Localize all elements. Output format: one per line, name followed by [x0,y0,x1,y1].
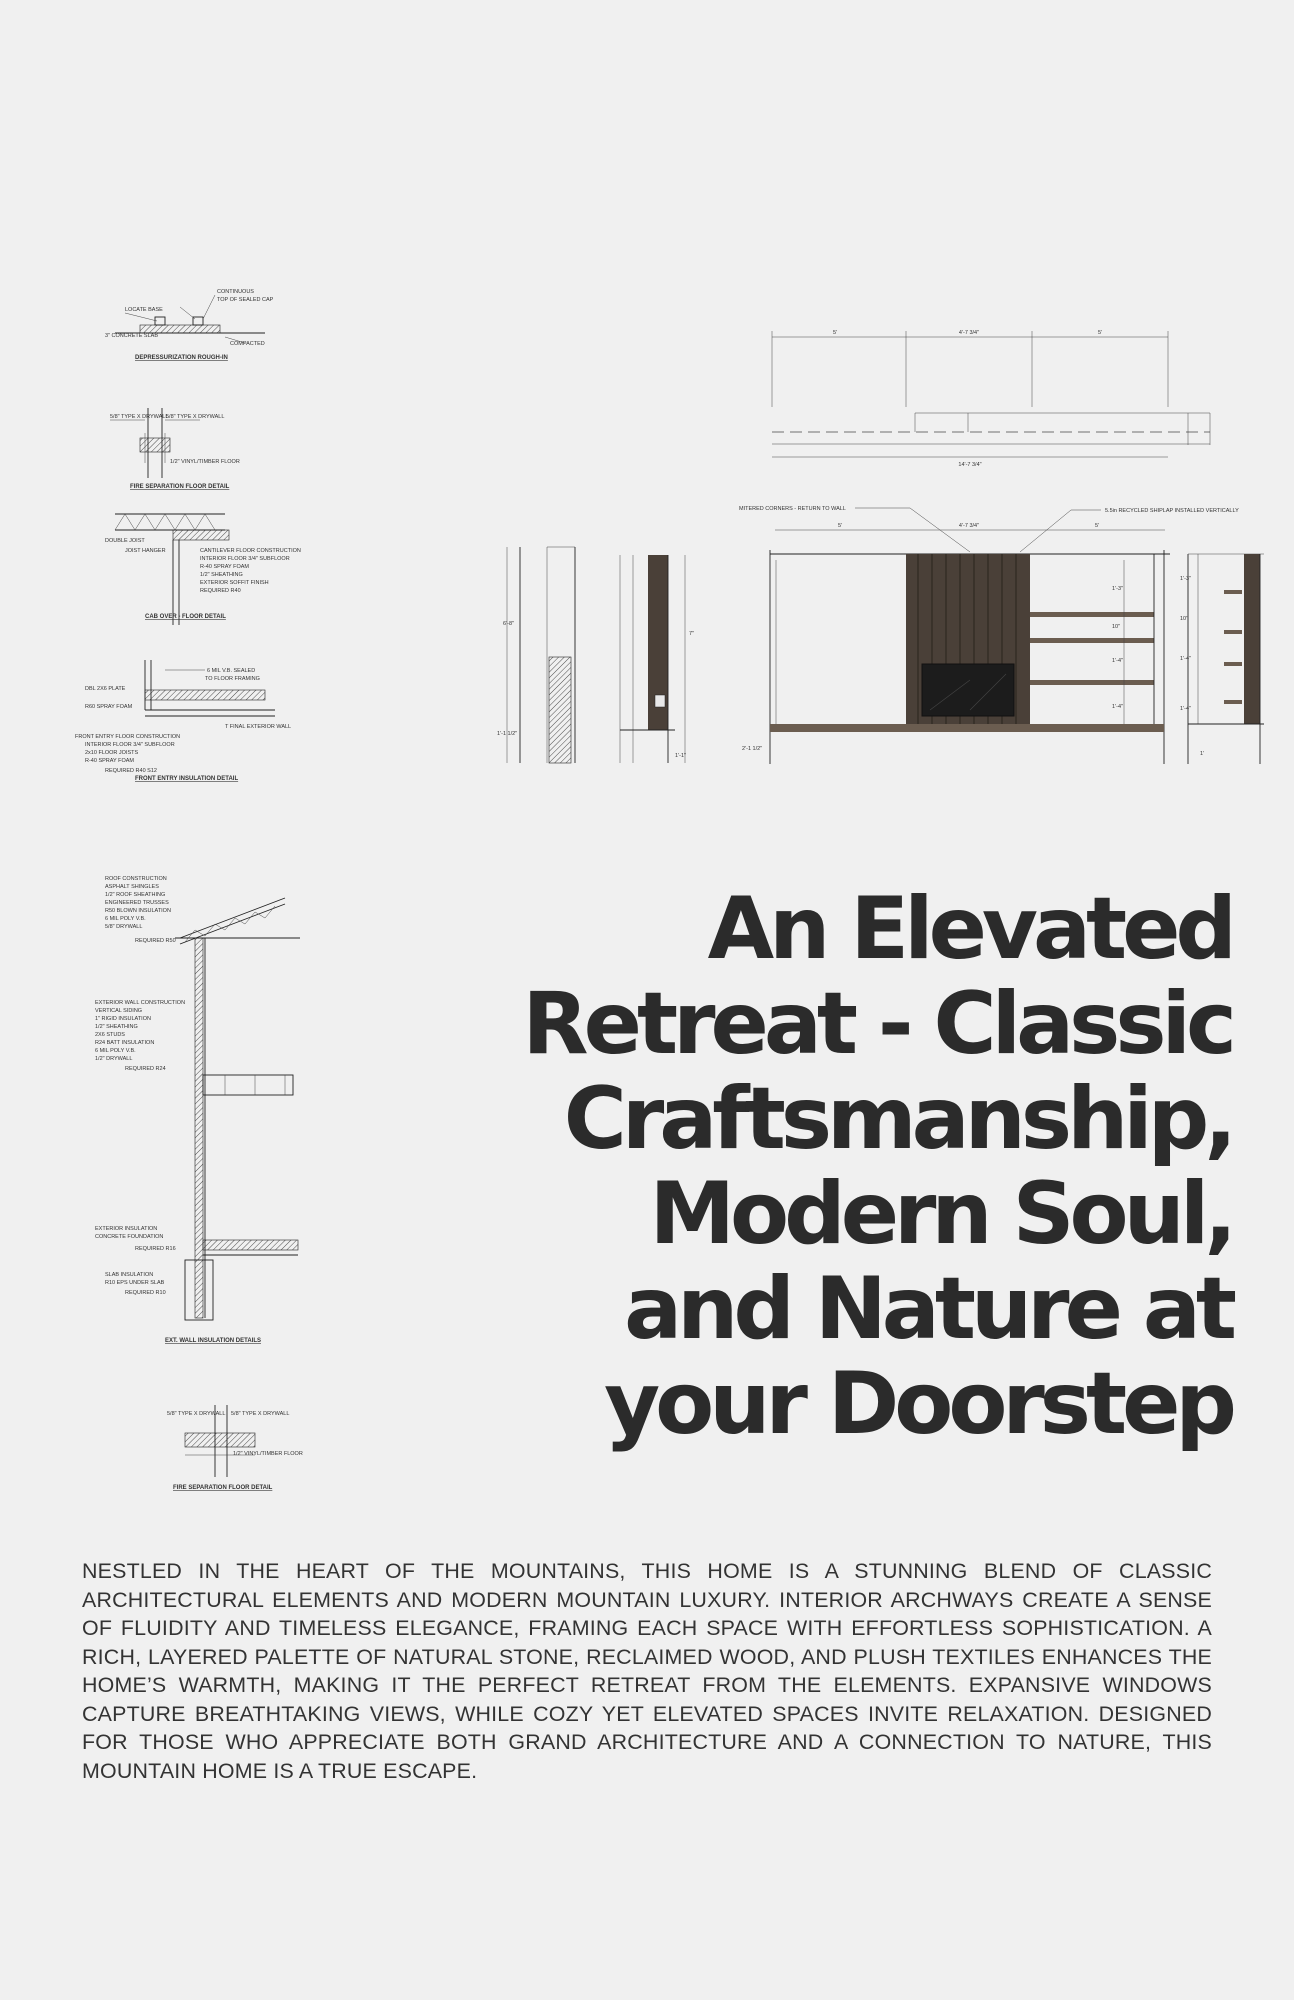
svg-text:6 MIL V.B. SEALED: 6 MIL V.B. SEALED [207,668,256,674]
fire-separation-detail-2-drawing [165,1405,310,1495]
headline-line: Craftsmanship, [563,1069,1232,1169]
svg-text:10": 10" [1112,624,1121,630]
svg-text:COMPACTED: COMPACTED [230,341,265,347]
svg-text:TOP OF SEALED CAP: TOP OF SEALED CAP [217,297,274,303]
headline-line: Retreat - Classic [522,974,1232,1074]
built-in-plan-drawing [770,325,1220,470]
detail-caption: CAB OVER - FLOOR DETAIL [145,614,226,620]
svg-text:6 MIL POLY V.B.: 6 MIL POLY V.B. [95,1048,136,1054]
built-in-front-elevation-drawing [740,550,1170,770]
fire-separation-detail-drawing [110,408,260,493]
headline-line: An Elevated [707,879,1232,979]
front-entry-insulation-detail-drawing [75,650,292,785]
detail-caption: EXT. WALL INSULATION DETAILS [165,1338,261,1344]
detail-caption: FIRE SEPARATION FLOOR DETAIL [130,484,230,490]
svg-text:FRONT ENTRY FLOOR CONSTRUCTION: FRONT ENTRY FLOOR CONSTRUCTION [75,734,181,740]
headline-line: and Nature at [624,1259,1232,1359]
svg-text:1'-3": 1'-3" [1112,586,1123,592]
svg-text:1': 1' [1200,751,1205,757]
svg-text:DBL 2X6 PLATE: DBL 2X6 PLATE [85,686,126,692]
svg-text:ENGINEERED TRUSSES: ENGINEERED TRUSSES [105,900,169,906]
headline-line: Modern Soul, [649,1164,1232,1264]
svg-text:R-40 SPRAY FOAM: R-40 SPRAY FOAM [85,758,135,764]
svg-text:1'-4": 1'-4" [1180,706,1191,712]
svg-text:R24 BATT INSULATION: R24 BATT INSULATION [95,1040,155,1046]
plan-dimension: 5' [1097,330,1103,336]
svg-text:INTERIOR FLOOR 3/4" SUBFLOOR: INTERIOR FLOOR 3/4" SUBFLOOR [200,556,290,562]
svg-text:T FINAL EXTERIOR WALL: T FINAL EXTERIOR WALL [225,724,292,730]
svg-text:1'-1": 1'-1" [675,753,686,759]
svg-text:1/2" ROOF SHEATHING: 1/2" ROOF SHEATHING [105,892,166,898]
elevation-notes [735,500,1265,555]
svg-text:2x10 FLOOR JOISTS: 2x10 FLOOR JOISTS [85,750,139,756]
svg-text:REQUIRED R24: REQUIRED R24 [125,1066,166,1072]
svg-text:1/2" SHEATHING: 1/2" SHEATHING [95,1024,138,1030]
svg-text:6 MIL POLY V.B.: 6 MIL POLY V.B. [105,916,146,922]
svg-text:CANTILEVER FLOOR CONSTRUCTION: CANTILEVER FLOOR CONSTRUCTION [200,548,301,554]
svg-text:R-40 SPRAY FOAM: R-40 SPRAY FOAM [200,564,250,570]
svg-text:ROOF CONSTRUCTION: ROOF CONSTRUCTION [105,876,167,882]
detail-caption: FRONT ENTRY INSULATION DETAIL [135,776,239,782]
detail-caption: DEPRESSURIZATION ROUGH-IN [135,355,228,361]
svg-text:1" RIGID INSULATION: 1" RIGID INSULATION [95,1016,151,1022]
left-side-elevations-drawing [495,545,720,770]
detail-caption: FIRE SEPARATION FLOOR DETAIL [173,1485,273,1491]
plan-total-dimension: 14'-7 3/4" [958,462,982,468]
ext-wall-insulation-detail-drawing [95,870,305,1350]
svg-text:TO FLOOR FRAMING: TO FLOOR FRAMING [205,676,260,682]
svg-text:1/2" VINYL/TIMBER FLOOR: 1/2" VINYL/TIMBER FLOOR [170,459,240,465]
cab-over-floor-detail-drawing [105,500,301,625]
svg-text:5/8" TYPE X DRYWALL: 5/8" TYPE X DRYWALL [166,414,225,420]
svg-text:INTERIOR FLOOR 3/4" SUBFLOOR: INTERIOR FLOOR 3/4" SUBFLOOR [85,742,175,748]
svg-text:5/8" TYPE X DRYWALL: 5/8" TYPE X DRYWALL [231,1411,290,1417]
svg-text:JOIST HANGER: JOIST HANGER [125,548,166,554]
svg-text:2'-1 1/2": 2'-1 1/2" [742,746,763,752]
svg-text:5': 5' [1094,523,1100,529]
svg-text:5/8" TYPE X DRYWALL: 5/8" TYPE X DRYWALL [110,414,169,420]
svg-text:DOUBLE JOIST: DOUBLE JOIST [105,538,145,544]
svg-text:5/8" TYPE X DRYWALL: 5/8" TYPE X DRYWALL [167,1411,226,1417]
svg-text:1'-4": 1'-4" [1180,656,1191,662]
plan-dimension: 4'-7 3/4" [958,330,980,336]
svg-text:4'-7 3/4": 4'-7 3/4" [958,523,980,529]
svg-text:5': 5' [837,523,843,529]
svg-text:1/2" VINYL/TIMBER FLOOR: 1/2" VINYL/TIMBER FLOOR [233,1451,303,1457]
depressurization-detail-drawing [95,285,285,365]
shiplap-note: 5.5in RECYCLED SHIPLAP INSTALLED VERTICALLY [1105,508,1239,514]
svg-text:R50 BLOWN INSULATION: R50 BLOWN INSULATION [105,908,171,914]
svg-text:REQUIRED R40 S12: REQUIRED R40 S12 [105,768,157,774]
description-paragraph: NESTLED IN THE HEART OF THE MOUNTAINS, THIS HOME IS A STUNNING BLEND OF CLASSIC ARCHITECTURAL ELEMENTS AND MODERN MOUNTAIN LUXURY. INTERIOR ARCHWAYS CREATE A SENSE OF FLUIDITY AND TIMELESS ELEGANCE, FRAMING EACH SPACE WITH EFFORTLESS SOPHISTICATION. A RICH, LAYERED PALETTE OF NATURAL STONE, RECLAIMED WOOD, AND PLUSH TEXTILES ENHANCES THE HOME’S WARMTH, MAKING IT THE PERFECT RETREAT FROM THE ELEMENTS. EXPANSIVE WINDOWS CAPTURE BREATHTAKING VIEWS, WHILE COZY YET ELEVATED SPACES INVITE RELAXATION. DESIGNED FOR THOSE WHO APPRECIATE BOTH GRAND ARCHITECTURE AND A CONNECTION TO NATURE, THIS MOUNTAIN HOME IS A TRUE ESCAPE. [82,1559,1212,1783]
mitered-corners-note: MITERED CORNERS - RETURN TO WALL [739,506,846,512]
svg-text:REQUIRED R16: REQUIRED R16 [135,1246,176,1252]
svg-text:1'-4": 1'-4" [1112,658,1123,664]
svg-text:LOCATE BASE: LOCATE BASE [125,307,163,313]
svg-text:1'-3": 1'-3" [1180,576,1191,582]
svg-text:ASPHALT SHINGLES: ASPHALT SHINGLES [105,884,159,890]
page-headline [452,879,1232,1454]
svg-text:10": 10" [1180,616,1189,622]
svg-text:5/8" DRYWALL: 5/8" DRYWALL [105,924,143,930]
svg-text:REQUIRED R10: REQUIRED R10 [125,1290,166,1296]
svg-text:EXTERIOR SOFFIT FINISH: EXTERIOR SOFFIT FINISH [200,580,269,586]
svg-text:EXTERIOR WALL CONSTRUCTION: EXTERIOR WALL CONSTRUCTION [95,1000,186,1006]
svg-text:3" CONCRETE SLAB: 3" CONCRETE SLAB [105,333,158,339]
svg-text:1/2" SHEATHING: 1/2" SHEATHING [200,572,243,578]
svg-text:SLAB INSULATION: SLAB INSULATION [105,1272,154,1278]
svg-text:7": 7" [689,631,695,637]
svg-text:1'-1 1/2": 1'-1 1/2" [497,731,518,737]
svg-text:2X6 STUDS: 2X6 STUDS [95,1032,125,1038]
svg-text:6'-8": 6'-8" [503,621,514,627]
svg-text:R10 EPS UNDER SLAB: R10 EPS UNDER SLAB [105,1280,165,1286]
headline-line: your Doorstep [604,1354,1232,1454]
svg-text:REQUIRED R50: REQUIRED R50 [135,938,176,944]
svg-text:R60 SPRAY FOAM: R60 SPRAY FOAM [85,704,133,710]
svg-text:EXTERIOR INSULATION: EXTERIOR INSULATION [95,1226,158,1232]
svg-text:REQUIRED R40: REQUIRED R40 [200,588,241,594]
svg-text:1/2" DRYWALL: 1/2" DRYWALL [95,1056,133,1062]
plan-dimension: 5' [832,330,838,336]
svg-text:CONCRETE FOUNDATION: CONCRETE FOUNDATION [95,1234,164,1240]
right-side-elevation-drawing [1180,550,1270,770]
svg-text:1'-4": 1'-4" [1112,704,1123,710]
svg-text:CONTINUOUS: CONTINUOUS [217,289,254,295]
svg-text:VERTICAL SIDING: VERTICAL SIDING [95,1008,143,1014]
